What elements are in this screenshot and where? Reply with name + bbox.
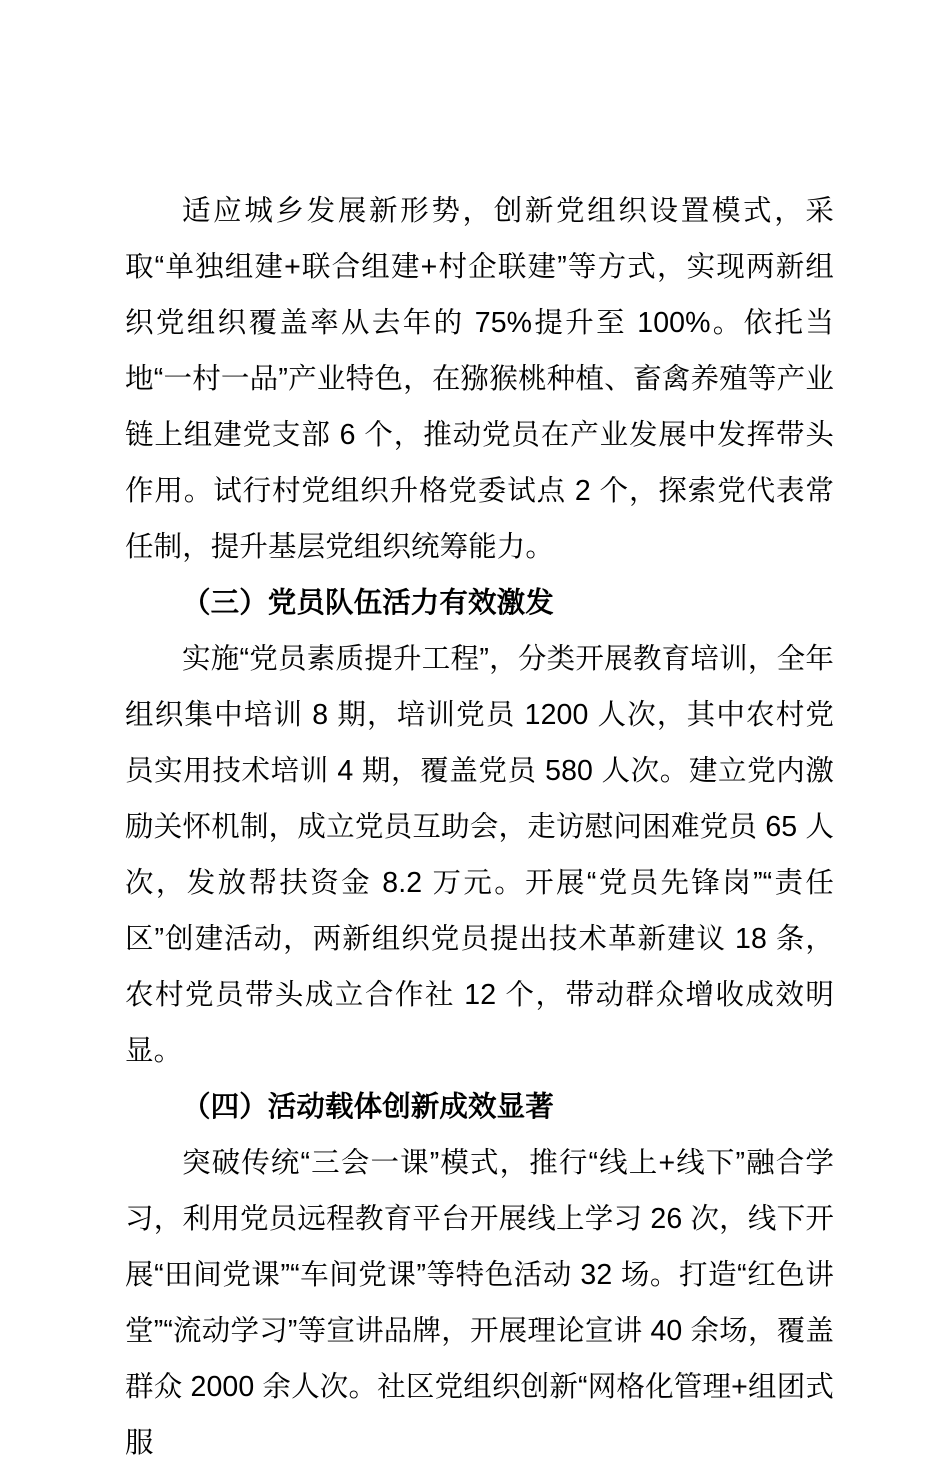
paragraph-party-member-vitality: 实施“党员素质提升工程”，分类开展教育培训，全年组织集中培训 8 期，培训党员 1200 人次，其中农村党员实用技术培训 4 期，覆盖党员 580 人次。建立党内激励关怀机制，成立党员互助会，走访慰问困难党员 65 人次，发放帮扶资金 8.2 万元。开展“党员先锋岗”“责任区”创建活动，两新组织党员提出技术革新建议 18 条，农村党员带头成立合作社 12 个，带动群众增收成效明显。 bbox=[125, 643, 834, 1067]
paragraph-activity-carrier-innovation: 突破传统“三会一课”模式，推行“线上+线下”融合学习，利用党员远程教育平台开展线上学习 26 次，线下开展“田间党课”“车间党课”等特色活动 32 场。打造“红色讲堂”“流动学习”等宣讲品牌，开展理论宣讲 40 余场，覆盖群众 2000 余人次。社区党组织创新“网格化管理+组团式服 bbox=[125, 1147, 834, 1459]
section-heading-three: （三）党员队伍活力有效激发 bbox=[182, 587, 554, 619]
paragraph-organization-setup: 适应城乡发展新形势，创新党组织设置模式，采取“单独组建+联合组建+村企联建”等方式，实现两新组织党组织覆盖率从去年的 75%提升至 100%。依托当地“一村一品”产业特色，在猕猴桃种植、畜禽养殖等产业链上组建党支部 6 个，推动党员在产业发展中发挥带头作用。试行村党组织升格党委试点 2 个，探索党代表常任制，提升基层党组织统筹能力。 bbox=[125, 195, 834, 563]
section-heading-four: （四）活动载体创新成效显著 bbox=[182, 1091, 554, 1123]
document-body bbox=[125, 183, 834, 1471]
